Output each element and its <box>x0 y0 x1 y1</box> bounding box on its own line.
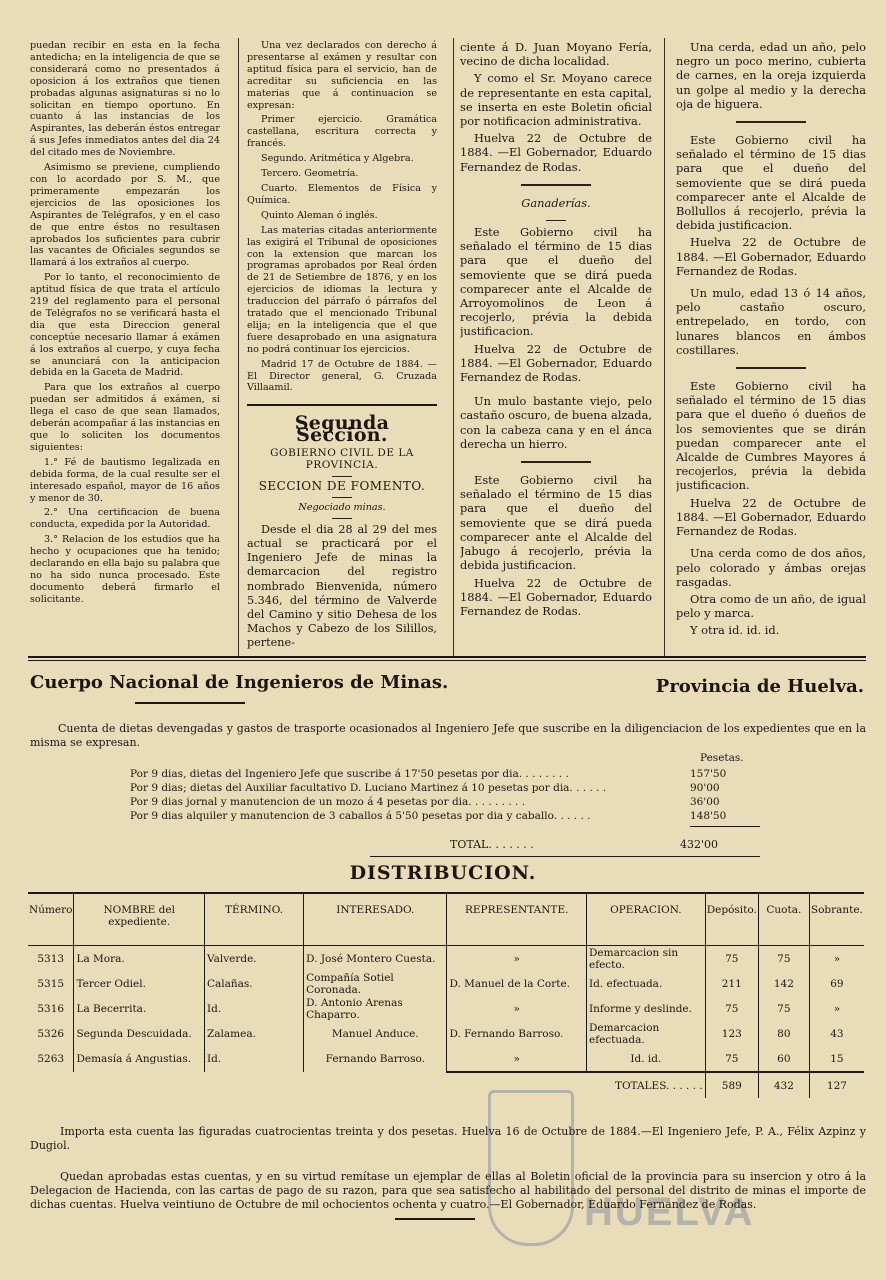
col2-paragraph: Segundo. Aritmética y Algebra. <box>261 153 414 165</box>
cuenta-item-label: Por 9 dias alquiler y manutencion de 3 caballos á 5'50 pesetas por dia y caballo. . . . . . <box>130 810 591 822</box>
col3-paragraph: ciente á D. Juan Moyano Fería, vecino de dicha localidad. <box>460 40 652 69</box>
col-header: REPRESENTANTE. <box>447 893 587 946</box>
col-header: OPERACION. <box>586 893 705 946</box>
col4-paragraph: Este Gobierno civil ha señalado el término de 15 dias para que el dueño ó dueños de los semovientes que se dirán puedan comparecer ante el Alcalde de Cumbres Mayores á recojerlos, prévia la debida justificacion. <box>676 379 866 493</box>
col4-paragraph: Este Gobierno civil ha señalado el término de 15 dias para que el dueño del semoviente que se dirá pueda comparecer ante el Alcalde de Bollullos á recojerlo, prévia la debida justificacion. <box>676 133 866 233</box>
col3-paragraph: Este Gobierno civil ha señalado el término de 15 dias para que el dueño del semoviente que se dirá pueda comparecer ante el Alcalde de Arroyomolinos de Leon á recojerlo, prévia la debida justificacion. <box>460 225 652 339</box>
cell: 75 <box>758 946 809 972</box>
cell: Compañía Sotiel Coronada. <box>304 971 447 996</box>
col-header: NOMBRE del expediente. <box>74 893 205 946</box>
cell: Segunda Descuidada. <box>74 1021 205 1046</box>
section-rule <box>28 656 866 658</box>
cell: » <box>809 996 864 1021</box>
cuenta-item-label: Por 9 dias, dietas del Ingeniero Jefe que suscribe á 17'50 pesetas por dia. . . . . . . . <box>130 768 569 780</box>
minas-notice: Desde el dia 28 al 29 del mes actual se practicará por el Ingeniero Jefe de minas la demarcacion del registro nombrado Bienvenida, número 5.346, del término de Valverde del Camino y sitio Dehesa de los Machos y Cabezo de los Silillos, pertene- <box>247 522 437 650</box>
cell: Id. <box>204 996 303 1021</box>
cell: 75 <box>705 1046 758 1072</box>
cell: 15 <box>809 1046 864 1072</box>
section-rule <box>28 660 866 661</box>
province-title: Provincia de Huelva. <box>655 676 864 697</box>
watermark-text: HUELVA <box>584 1190 755 1234</box>
cell: Id. efectuada. <box>586 971 705 996</box>
cell: La Mora. <box>74 946 205 972</box>
gobierno-heading: GOBIERNO CIVIL DE LA PROVINCIA. <box>270 447 414 472</box>
col2-signature: Madrid 17 de Octubre de 1884. —El Director general, G. Cruzada Villaamil. <box>247 358 437 394</box>
cell: 75 <box>705 996 758 1021</box>
cell: 5313 <box>37 952 65 965</box>
cell: Fernando Barroso. <box>304 1046 447 1072</box>
column-divider <box>664 38 665 656</box>
col4-signature: Huelva 22 de Octubre de 1884. —El Gobernador, Eduardo Fernandez de Rodas. <box>676 495 866 539</box>
divider <box>546 220 566 221</box>
cell: » <box>447 1046 587 1072</box>
col3-signature: Huelva 22 de Octubre de 1884. —El Gobernador, Eduardo Fernandez de Rodas. <box>460 131 652 174</box>
distribucion-table <box>28 892 864 1098</box>
col1-paragraph: Para que los extraños al cuerpo puedan ser admitidos á exámen, si llega el caso de que sean llamados, deberán acompañar á las instancias en que lo soliciten los documentos siguientes: <box>30 382 220 453</box>
col4-description: Y otra id. id. id. <box>690 623 780 638</box>
cell: 5263 <box>37 1053 65 1065</box>
cuerpo-title: Cuerpo Nacional de Ingenieros de Minas. <box>30 672 449 693</box>
cell: 211 <box>705 971 758 996</box>
watermark-logo <box>488 1080 848 1250</box>
cell: Demasía á Angustias. <box>74 1046 205 1072</box>
cell: 142 <box>758 971 809 996</box>
col-header: Cuota. <box>758 893 809 946</box>
col4-description: Una cerda como de dos años, pelo colorado y ámbas orejas rasgadas. <box>676 546 866 589</box>
col-header: Depósito. <box>705 893 758 946</box>
cuenta-item-value: 157'50 <box>690 768 727 780</box>
closing-paragraph: Importa esta cuenta las figuradas cuatrocientas treinta y dos pesetas. Huelva 16 de Octubre de 1884.—El Ingeniero Jefe, P. A., Félix Azpinz y Dugiol. <box>30 1125 866 1152</box>
cell: Valverde. <box>204 946 303 972</box>
col2-paragraph: Quinto Aleman ó inglés. <box>261 209 378 221</box>
divider <box>521 184 591 186</box>
table-row <box>28 1046 864 1072</box>
divider <box>332 476 352 477</box>
col1-paragraph: 1.° Fé de bautismo legalizada en debida forma, de la cual resulte ser el interesado español, mayor de 16 años y menor de 30. <box>30 456 220 504</box>
col1-paragraph: puedan recibir en esta en la fecha antedicha; en la inteligencia de que se considerará como no presentados á oposicion á los extraños que tienen probadas algunas asignaturas si no lo solicitan en tiempo oportuno. En cuanto á las instancias de los Aspirantes, las deberán éstos entregar á sus Jefes inmediatos antes del dia 24 del citado mes de Noviembre. <box>30 40 220 159</box>
cell: Demarcacion efectuada. <box>586 1021 705 1046</box>
cell: Manuel Anduce. <box>304 1021 447 1046</box>
col4-description: Otra como de un año, de igual pelo y marca. <box>676 591 866 621</box>
cell: 5315 <box>37 977 65 990</box>
col-header: Sobrante. <box>809 893 864 946</box>
cell: Zalamea. <box>204 1021 303 1046</box>
col2-paragraph: Primer ejercicio. Gramática castellana, escritura correcta y francés. <box>247 114 437 150</box>
section-rule <box>247 404 437 406</box>
col-header: Número <box>28 893 74 946</box>
cell: 123 <box>705 1021 758 1046</box>
cell: Id. <box>204 1046 303 1072</box>
col3-signature: Huelva 22 de Octubre de 1884. —El Gobernador, Eduardo Fernandez de Rodas. <box>460 341 652 385</box>
col-header: TÉRMINO. <box>204 893 303 946</box>
col1-paragraph: Asimismo se previene, cumpliendo con lo acordado por S. M., que primeramente empezarán los ejercicios de las oposiciones los Aspirantes de Telégrafos, y en el caso de que entre éstos no resultasen aprobados los suficientes para cubrir las vacantes de Oficiales segundos se llamará á los extraños al cuerpo. <box>30 162 220 269</box>
coat-of-arms-icon <box>488 1090 574 1246</box>
table-row <box>28 1021 864 1046</box>
divider <box>521 461 591 463</box>
column-1 <box>30 40 220 652</box>
cell: La Becerrita. <box>74 996 205 1021</box>
ganaderias-heading: Ganaderías. <box>521 195 591 210</box>
col2-paragraph: Una vez declarados con derecho á presentarse al exámen y resultar con aptitud física para el servicio, han de acreditar su suficiencia en las materias que á continuacion se expresan: <box>247 40 437 111</box>
cuenta-total <box>450 838 719 851</box>
cell: » <box>447 996 587 1021</box>
cell: D. Manuel de la Corte. <box>447 971 587 996</box>
cuenta-item-label: Por 9 dias jornal y manutencion de un mozo á 4 pesetas por dia. . . . . . . . . <box>130 796 526 808</box>
cell: » <box>809 946 864 972</box>
cell: 75 <box>758 996 809 1021</box>
table-row <box>28 946 864 972</box>
col1-paragraph: 2.° Una certificacion de buena conducta, expedida por la Autoridad. <box>30 507 220 531</box>
pesetas-label: Pesetas. <box>700 752 744 764</box>
col4-description: Una cerda, edad un año, pelo negro un poco merino, cubierta de carnes, en la oreja izquierda un golpe al medio y la derecha oja de higuera. <box>676 40 866 111</box>
column-4 <box>676 40 866 652</box>
col3-description: Un mulo bastante viejo, pelo castaño oscuro, de buena alzada, con la cabeza cana y en el ánca derecha un hierro. <box>460 394 652 451</box>
cell: 60 <box>758 1046 809 1072</box>
table-row <box>28 971 864 996</box>
cell: Demarcacion sin efecto. <box>586 946 705 972</box>
divider <box>736 121 806 123</box>
cell: 80 <box>758 1021 809 1046</box>
col3-paragraph: Este Gobierno civil ha señalado el término de 15 dias para que el dueño del semoviente que se dirá pueda comparecer ante el Alcalde del Jabugo á recojerlo, prévia la debida justificacion. <box>460 473 652 573</box>
divider <box>370 856 760 857</box>
cell: 5316 <box>37 1002 65 1015</box>
column-3 <box>460 40 652 652</box>
cell: 75 <box>705 946 758 972</box>
cuenta-item-value: 148'50 <box>690 810 727 822</box>
cell: 5326 <box>37 1027 65 1040</box>
col4-signature: Huelva 22 de Octubre de 1884. —El Gobernador, Eduardo Fernandez de Rodas. <box>676 235 866 278</box>
totals-cell: 127 <box>809 1072 864 1098</box>
cell: D. Fernando Barroso. <box>447 1021 587 1046</box>
col2-paragraph: Tercero. Geometría. <box>261 168 359 180</box>
col4-description: Un mulo, edad 13 ó 14 años, pelo castaño oscuro, entrepelado, en tordo, con lunares blancos en ámbos costillares. <box>676 286 866 357</box>
cuenta-item-label: Por 9 dias; dietas del Auxiliar facultativo D. Luciano Martinez á 10 pesetas por dia. . . . . . <box>130 782 607 794</box>
distribucion-title: DISTRIBUCION. <box>349 862 537 884</box>
divider <box>736 367 806 369</box>
divider <box>332 497 352 498</box>
cell: 69 <box>809 971 864 996</box>
cell: Calañas. <box>204 971 303 996</box>
cell: Tercer Odiel. <box>74 971 205 996</box>
col-header: INTERESADO. <box>304 893 447 946</box>
column-divider <box>453 38 454 656</box>
negociado-heading: Negociado minas. <box>298 501 386 513</box>
closing-paragraph: Quedan aprobadas estas cuentas, y en su virtud remítase un ejemplar de ellas al Boletin oficial de la provincia para su insercion y otro á la Delegacion de Hacienda, con las cartas de pago de su razon, para que sea satisfecho al habilitado del personal del distrito de minas el importe de dichas cuentas. Huelva veintiuno de Octubre de mil ochocientos ochenta y cuatro.—El Gobernador, Eduardo Fernandez de Rodas. <box>30 1170 866 1211</box>
totals-cell: 589 <box>705 1072 758 1098</box>
table-header-row <box>28 893 864 946</box>
totals-label: TOTALES. . . . . . <box>447 1072 705 1098</box>
cell: D. José Montero Cuesta. <box>304 946 447 972</box>
cuenta-item-value: 90'00 <box>690 782 720 794</box>
table-row <box>28 996 864 1021</box>
col2-paragraph: Cuarto. Elementos de Física y Química. <box>247 182 437 206</box>
fomento-heading: SECCION DE FOMENTO. <box>258 479 426 493</box>
cell: D. Antonio Arenas Chaparro. <box>304 996 447 1021</box>
cell: 43 <box>809 1021 864 1046</box>
col2-paragraph: Las materias citadas anteriormente las exigirá el Tribunal de oposiciones con la extension que marcan los programas aprobados por Real órden de 21 de Setiembre de 1876, y en los ejercicios de idiomas la lectura y traduccion del párrafo ó párrafos del tratado que el mencionado Tribunal elija; en la inteligencia que el que fuere desaprobado en una asignatura no podrá continuar los ejercicios. <box>247 224 437 355</box>
divider <box>395 1218 475 1220</box>
col3-signature: Huelva 22 de Octubre de 1884. —El Gobernador, Eduardo Fernandez de Rodas. <box>460 575 652 618</box>
column-2 <box>247 40 437 652</box>
sum-rule <box>690 826 760 827</box>
total-label: TOTAL. . . . . . . <box>450 838 534 851</box>
section-title: Segunda Seccion. <box>294 412 390 447</box>
col3-paragraph: Y como el Sr. Moyano carece de representante en esta capital, se inserta en este Boletin oficial por notificacion administrativa. <box>460 71 652 129</box>
divider <box>332 518 352 519</box>
cell: Informe y deslinde. <box>586 996 705 1021</box>
cuenta-item-value: 36'00 <box>690 796 720 808</box>
total-value: 432'00 <box>680 838 719 851</box>
cell: Id. id. <box>586 1046 705 1072</box>
col1-paragraph: 3.° Relacion de los estudios que ha hecho y ocupaciones que ha tenido; declarando en ella bajo su palabra que no ha sido nunca procesado. Este documento deberá firmarlo el solicitante. <box>30 534 220 605</box>
column-divider <box>238 38 239 656</box>
cuenta-intro: Cuenta de dietas devengadas y gastos de trasporte ocasionados al Ingeniero Jefe que suscribe en la diligenciacion de los expedientes que en la misma se expresan. <box>30 722 866 749</box>
cell: » <box>447 946 587 972</box>
divider <box>135 702 245 704</box>
totals-cell: 432 <box>758 1072 809 1098</box>
col1-paragraph: Por lo tanto, el reconocimiento de aptitud física de que trata el artículo 219 del reglamento para el personal de Telégrafos no se verificará hasta el dia que esta Direccion general conceptúe necesario llamar á exámen á los extraños al cuerpo, y cuya fecha se anunciará con la anticipacion debida en la Gaceta de Madrid. <box>30 272 220 379</box>
